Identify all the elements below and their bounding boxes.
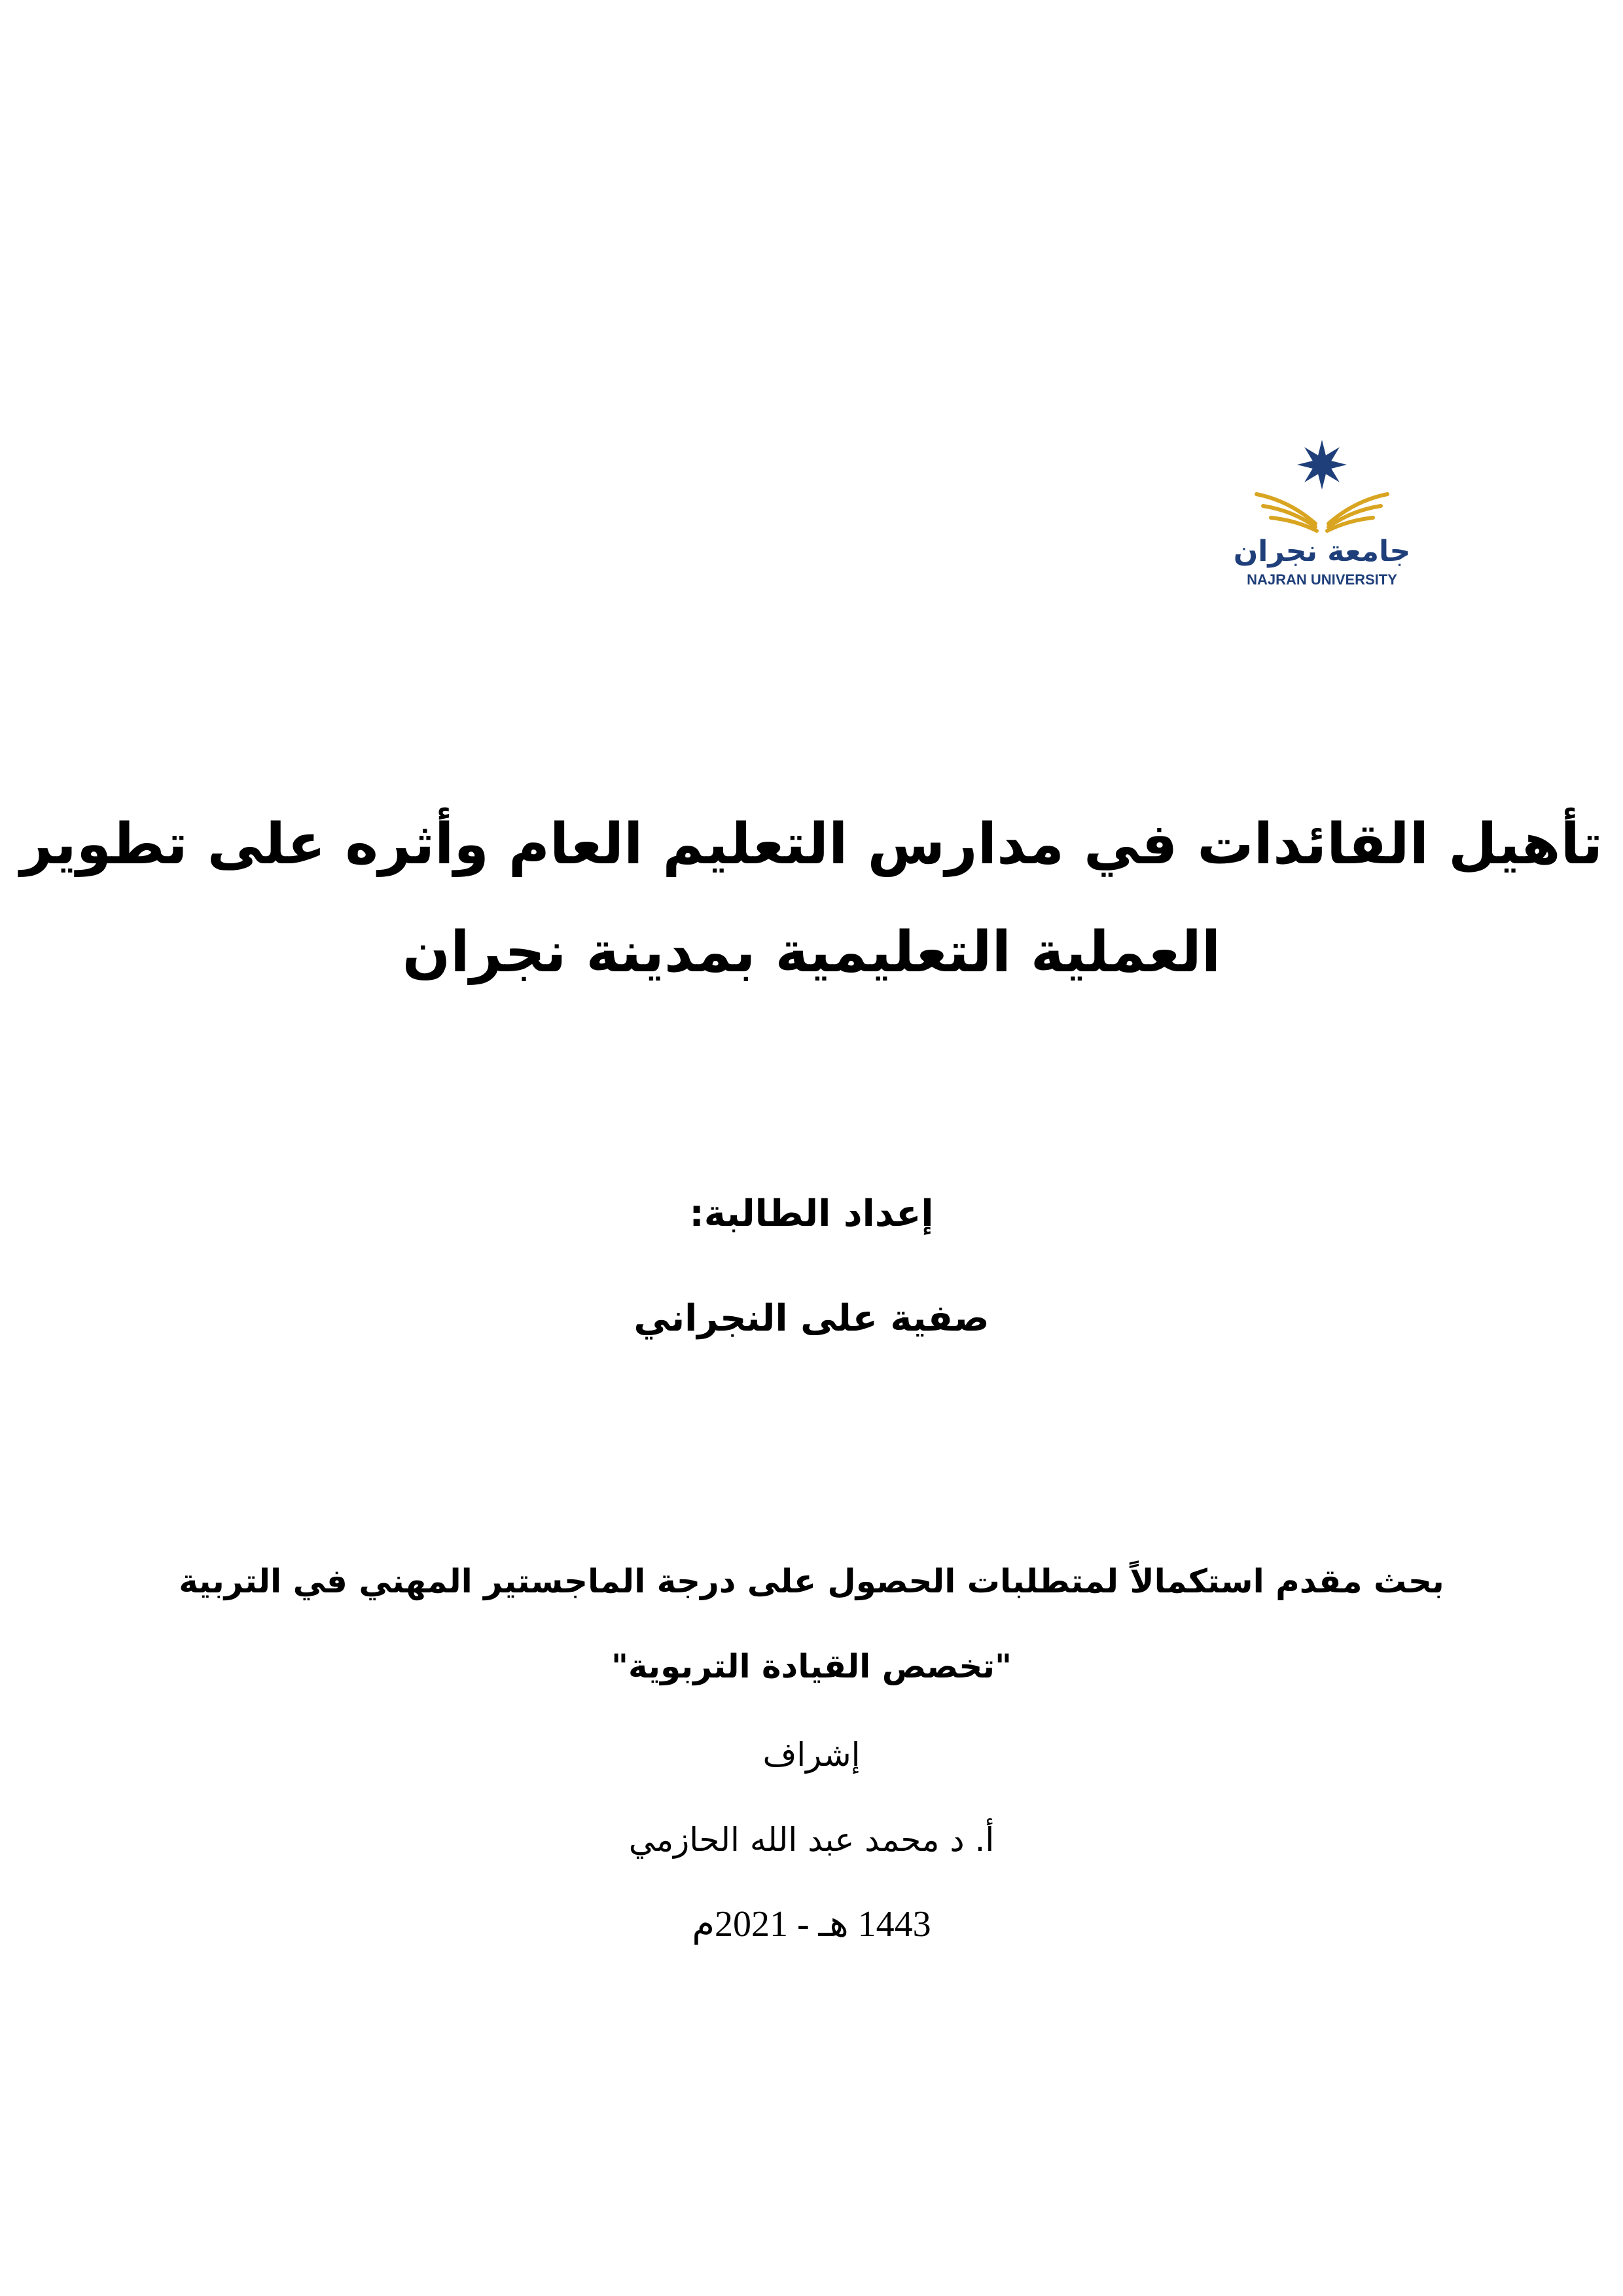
prepared-by-label: إعداد الطالبة: — [689, 1193, 934, 1235]
title-line-2: العملية التعليمية بمدينة نجران — [402, 920, 1221, 985]
star-icon — [1297, 440, 1347, 490]
najran-university-logo — [1217, 435, 1427, 592]
wings-icon — [1257, 494, 1387, 531]
date: 1443 هـ - 2021م — [692, 1904, 931, 1945]
supervisor-name: أ. د محمد عبد الله الحازمي — [628, 1821, 995, 1859]
logo-arabic-name: جامعة نجران — [1233, 535, 1411, 568]
supervision-label: إشراف — [762, 1736, 861, 1774]
student-name: صفية على النجراني — [633, 1297, 990, 1340]
purpose-line-1: بحث مقدم استكمالاً لمتطلبات الحصول على درجة الماجستير المهني في التربية — [179, 1562, 1444, 1600]
title-line-1: تأهيل القائدات في مدارس التعليم العام وأثره على تطوير — [20, 812, 1603, 877]
logo-english-name: NAJRAN UNIVERSITY — [1247, 571, 1397, 588]
purpose-line-2: "تخصص القيادة التربوية" — [611, 1647, 1012, 1685]
